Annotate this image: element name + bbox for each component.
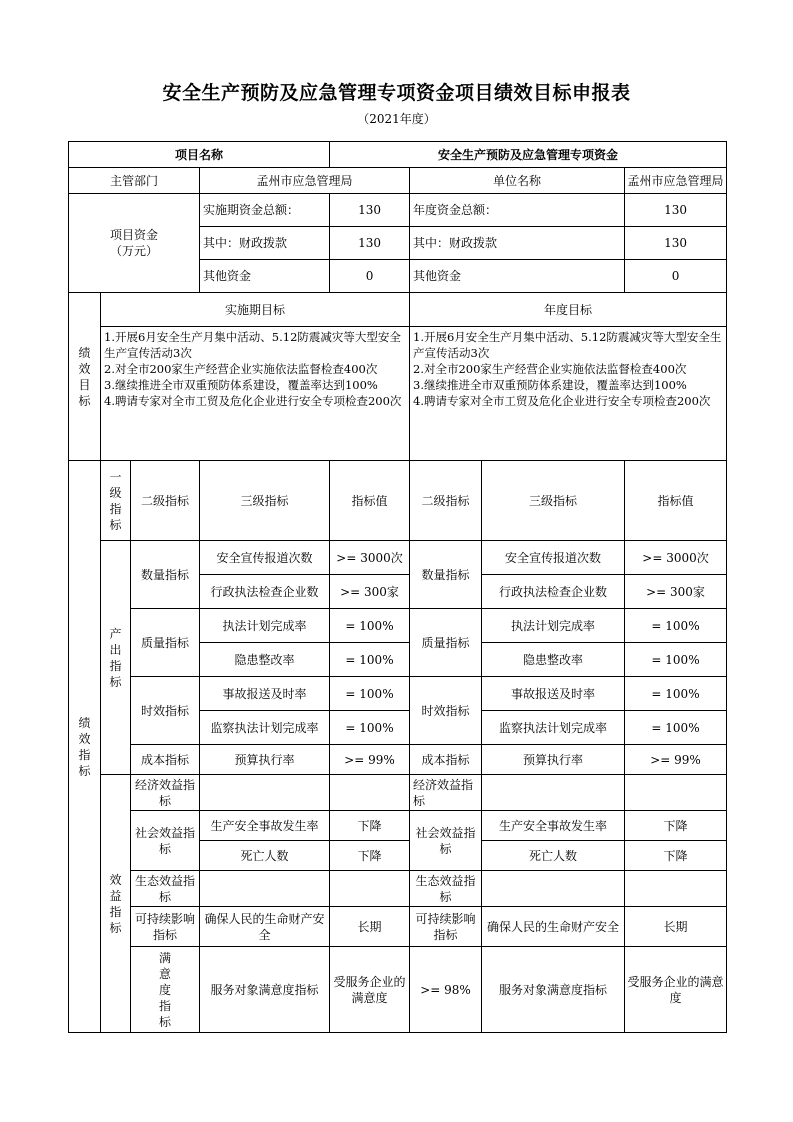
level1-header-char: 级 xyxy=(109,485,122,500)
period-goals-header: 实施期目标 xyxy=(101,293,410,327)
quality-label-left: 质量指标 xyxy=(131,609,200,677)
quantity-item-value: >= 300家 xyxy=(330,575,410,609)
economic-item-name xyxy=(482,775,625,811)
satisfaction-label-char: 标 xyxy=(158,1014,171,1029)
period-goal-item: 4.聘请专家对全市工贸及危化企业进行安全专项检查200次 xyxy=(104,394,402,408)
timeliness-item-value: = 100% xyxy=(625,711,727,745)
annual-goals-header: 年度目标 xyxy=(410,293,727,327)
goals-label-char: 绩 xyxy=(78,345,91,360)
satisfaction-item-value: >= 98% xyxy=(410,947,482,1033)
quality-item-value: = 100% xyxy=(625,609,727,643)
level1-header xyxy=(101,461,131,541)
annual-goal-item: 2.对全市200家生产经营企业实施依法监督检查400次 xyxy=(413,362,687,376)
sustainable-item-name: 确保人民的生命财产安全 xyxy=(482,907,625,947)
satisfaction-indicators-label xyxy=(131,947,200,1033)
dept-label: 主管部门 xyxy=(69,168,200,194)
dept-value: 孟州市应急管理局 xyxy=(200,168,410,194)
project-name-label: 项目名称 xyxy=(69,142,330,168)
quality-item-name: 执法计划完成率 xyxy=(482,609,625,643)
other-funds-label: 其他资金 xyxy=(200,260,330,293)
fiscal-funds-value: 130 xyxy=(330,227,410,260)
quality-item-value: = 100% xyxy=(330,609,410,643)
fiscal-funds-label: 其中：财政拨款 xyxy=(200,227,330,260)
indicators-label-char: 指 xyxy=(78,747,91,762)
total-funds-label: 实施期资金总额： xyxy=(200,194,330,227)
cost-item-name: 预算执行率 xyxy=(200,745,330,775)
year-fiscal-funds-value: 130 xyxy=(625,227,727,260)
period-goal-item: 2.对全市200家生产经营企业实施依法监督检查400次 xyxy=(104,362,378,376)
economic-item-value xyxy=(625,775,727,811)
benefit-label-char: 标 xyxy=(109,920,122,935)
quality-label-right: 质量指标 xyxy=(410,609,482,677)
year-other-funds-value: 0 xyxy=(625,260,727,293)
timeliness-item-name: 事故报送及时率 xyxy=(482,677,625,711)
satisfaction-label-left: 服务对象满意度指标 xyxy=(200,947,330,1033)
funds-label-line1: 项目资金 xyxy=(109,228,158,242)
output-label-char: 产 xyxy=(109,626,122,641)
sustainable-item-value: 长期 xyxy=(330,907,410,947)
economic-item-name xyxy=(200,775,330,811)
quality-item-name: 隐患整改率 xyxy=(482,643,625,677)
period-goals-text xyxy=(101,327,410,461)
year-total-funds-label: 年度资金总额： xyxy=(410,194,625,227)
goals-label-char: 标 xyxy=(78,393,91,408)
timeliness-item-value: = 100% xyxy=(330,677,410,711)
output-indicators-label xyxy=(101,541,131,775)
output-label-char: 出 xyxy=(109,642,122,657)
indicators-label-char: 标 xyxy=(78,763,91,778)
quality-item-value: = 100% xyxy=(330,643,410,677)
sustainable-item-value: 长期 xyxy=(625,907,727,947)
level2-header-left: 二级指标 xyxy=(131,461,200,541)
page-subtitle: （2021年度） xyxy=(357,112,436,126)
satisfaction-label-char: 满 xyxy=(158,950,171,965)
quantity-label-left: 数量指标 xyxy=(131,541,200,609)
ecological-item-value xyxy=(330,871,410,907)
benefit-label-char: 指 xyxy=(109,904,122,919)
level3-header-left: 三级指标 xyxy=(200,461,330,541)
annual-goal-item: 1.开展6月安全生产月集中活动、5.12防震减灾等大型安全生产宣传活动3次 xyxy=(413,330,722,360)
indicators-section-label xyxy=(69,461,101,1033)
ecological-label-left: 生态效益指标 xyxy=(131,871,200,907)
cost-item-value: >= 99% xyxy=(625,745,727,775)
unit-label: 单位名称 xyxy=(410,168,625,194)
year-fiscal-funds-label: 其中：财政拨款 xyxy=(410,227,625,260)
level3-header-right: 三级指标 xyxy=(482,461,625,541)
total-funds-value: 130 xyxy=(330,194,410,227)
output-label-char: 指 xyxy=(109,658,122,673)
satisfaction-label-right: 服务对象满意度指标 xyxy=(482,947,625,1033)
ecological-item-value xyxy=(625,871,727,907)
timeliness-item-value: = 100% xyxy=(625,677,727,711)
year-other-funds-label: 其他资金 xyxy=(410,260,625,293)
indicators-label-char: 绩 xyxy=(78,715,91,730)
social-item-name: 生产安全事故发生率 xyxy=(200,811,330,841)
quantity-item-value: >= 300家 xyxy=(625,575,727,609)
satisfaction-item-name: 受服务企业的满意度 xyxy=(330,947,410,1033)
level1-header-char: 一 xyxy=(109,469,122,484)
ecological-item-name xyxy=(200,871,330,907)
satisfaction-item-name: 受服务企业的满意度 xyxy=(625,947,727,1033)
cost-item-name: 预算执行率 xyxy=(482,745,625,775)
satisfaction-label-char: 指 xyxy=(158,998,171,1013)
sustainable-label-left: 可持续影响指标 xyxy=(131,907,200,947)
output-label-char: 标 xyxy=(109,674,122,689)
level1-header-char: 指 xyxy=(109,501,122,516)
period-goal-item: 3.继续推进全市双重预防体系建设，覆盖率达到100% xyxy=(104,378,378,392)
social-item-value: 下降 xyxy=(625,811,727,841)
unit-value: 孟州市应急管理局 xyxy=(625,168,727,194)
timeliness-label-right: 时效指标 xyxy=(410,677,482,745)
quantity-item-name: 行政执法检查企业数 xyxy=(482,575,625,609)
quantity-item-value: >= 3000次 xyxy=(625,541,727,575)
social-item-name: 死亡人数 xyxy=(482,841,625,871)
quality-item-name: 隐患整改率 xyxy=(200,643,330,677)
ecological-item-name xyxy=(482,871,625,907)
sustainable-item-name: 确保人民的生命财产安全 xyxy=(200,907,330,947)
indicators-label-char: 效 xyxy=(78,731,91,746)
annual-goal-item: 4.聘请专家对全市工贸及危化企业进行安全专项检查200次 xyxy=(413,394,711,408)
sustainable-label-right: 可持续影响指标 xyxy=(410,907,482,947)
other-funds-value: 0 xyxy=(330,260,410,293)
annual-goals-text xyxy=(410,327,727,461)
economic-item-value xyxy=(330,775,410,811)
funds-label-line2: （万元） xyxy=(109,244,158,258)
quantity-label-right: 数量指标 xyxy=(410,541,482,609)
benefit-label-char: 益 xyxy=(109,888,122,903)
social-item-value: 下降 xyxy=(330,811,410,841)
page-title: 安全生产预防及应急管理专项资金项目绩效目标申报表 xyxy=(162,82,631,104)
quantity-item-value: >= 3000次 xyxy=(330,541,410,575)
goals-label-char: 效 xyxy=(78,361,91,376)
social-item-value: 下降 xyxy=(625,841,727,871)
satisfaction-label-char: 度 xyxy=(158,982,171,997)
social-label-right: 社会效益指标 xyxy=(410,811,482,871)
quality-item-value: = 100% xyxy=(625,643,727,677)
performance-goal-table xyxy=(68,141,727,1033)
cost-label-right: 成本指标 xyxy=(410,745,482,775)
timeliness-item-name: 监察执法计划完成率 xyxy=(200,711,330,745)
quantity-item-name: 安全宣传报道次数 xyxy=(482,541,625,575)
cost-label-left: 成本指标 xyxy=(131,745,200,775)
cost-item-value: >= 99% xyxy=(330,745,410,775)
quantity-item-name: 安全宣传报道次数 xyxy=(200,541,330,575)
quantity-item-name: 行政执法检查企业数 xyxy=(200,575,330,609)
timeliness-item-name: 事故报送及时率 xyxy=(200,677,330,711)
benefit-label-char: 效 xyxy=(109,872,122,887)
timeliness-item-value: = 100% xyxy=(330,711,410,745)
benefit-indicators-label xyxy=(101,775,131,1033)
goals-section-label xyxy=(69,293,101,461)
quality-item-name: 执法计划完成率 xyxy=(200,609,330,643)
goals-label-char: 目 xyxy=(78,377,91,392)
timeliness-item-name: 监察执法计划完成率 xyxy=(482,711,625,745)
value-header-left: 指标值 xyxy=(330,461,410,541)
economic-label-right: 经济效益指标 xyxy=(410,775,482,811)
social-label-left: 社会效益指标 xyxy=(131,811,200,871)
ecological-label-right: 生态效益指标 xyxy=(410,871,482,907)
satisfaction-label-char: 意 xyxy=(158,966,171,981)
economic-label-left: 经济效益指标 xyxy=(131,775,200,811)
project-name-value: 安全生产预防及应急管理专项资金 xyxy=(330,142,727,168)
funds-label xyxy=(69,194,200,293)
period-goal-item: 1.开展6月安全生产月集中活动、5.12防震减灾等大型安全生产宣传活动3次 xyxy=(104,330,401,360)
level1-header-char: 标 xyxy=(109,517,122,532)
social-item-name: 生产安全事故发生率 xyxy=(482,811,625,841)
annual-goal-item: 3.继续推进全市双重预防体系建设，覆盖率达到100% xyxy=(413,378,687,392)
social-item-name: 死亡人数 xyxy=(200,841,330,871)
level2-header-right: 二级指标 xyxy=(410,461,482,541)
timeliness-label-left: 时效指标 xyxy=(131,677,200,745)
year-total-funds-value: 130 xyxy=(625,194,727,227)
value-header-right: 指标值 xyxy=(625,461,727,541)
social-item-value: 下降 xyxy=(330,841,410,871)
